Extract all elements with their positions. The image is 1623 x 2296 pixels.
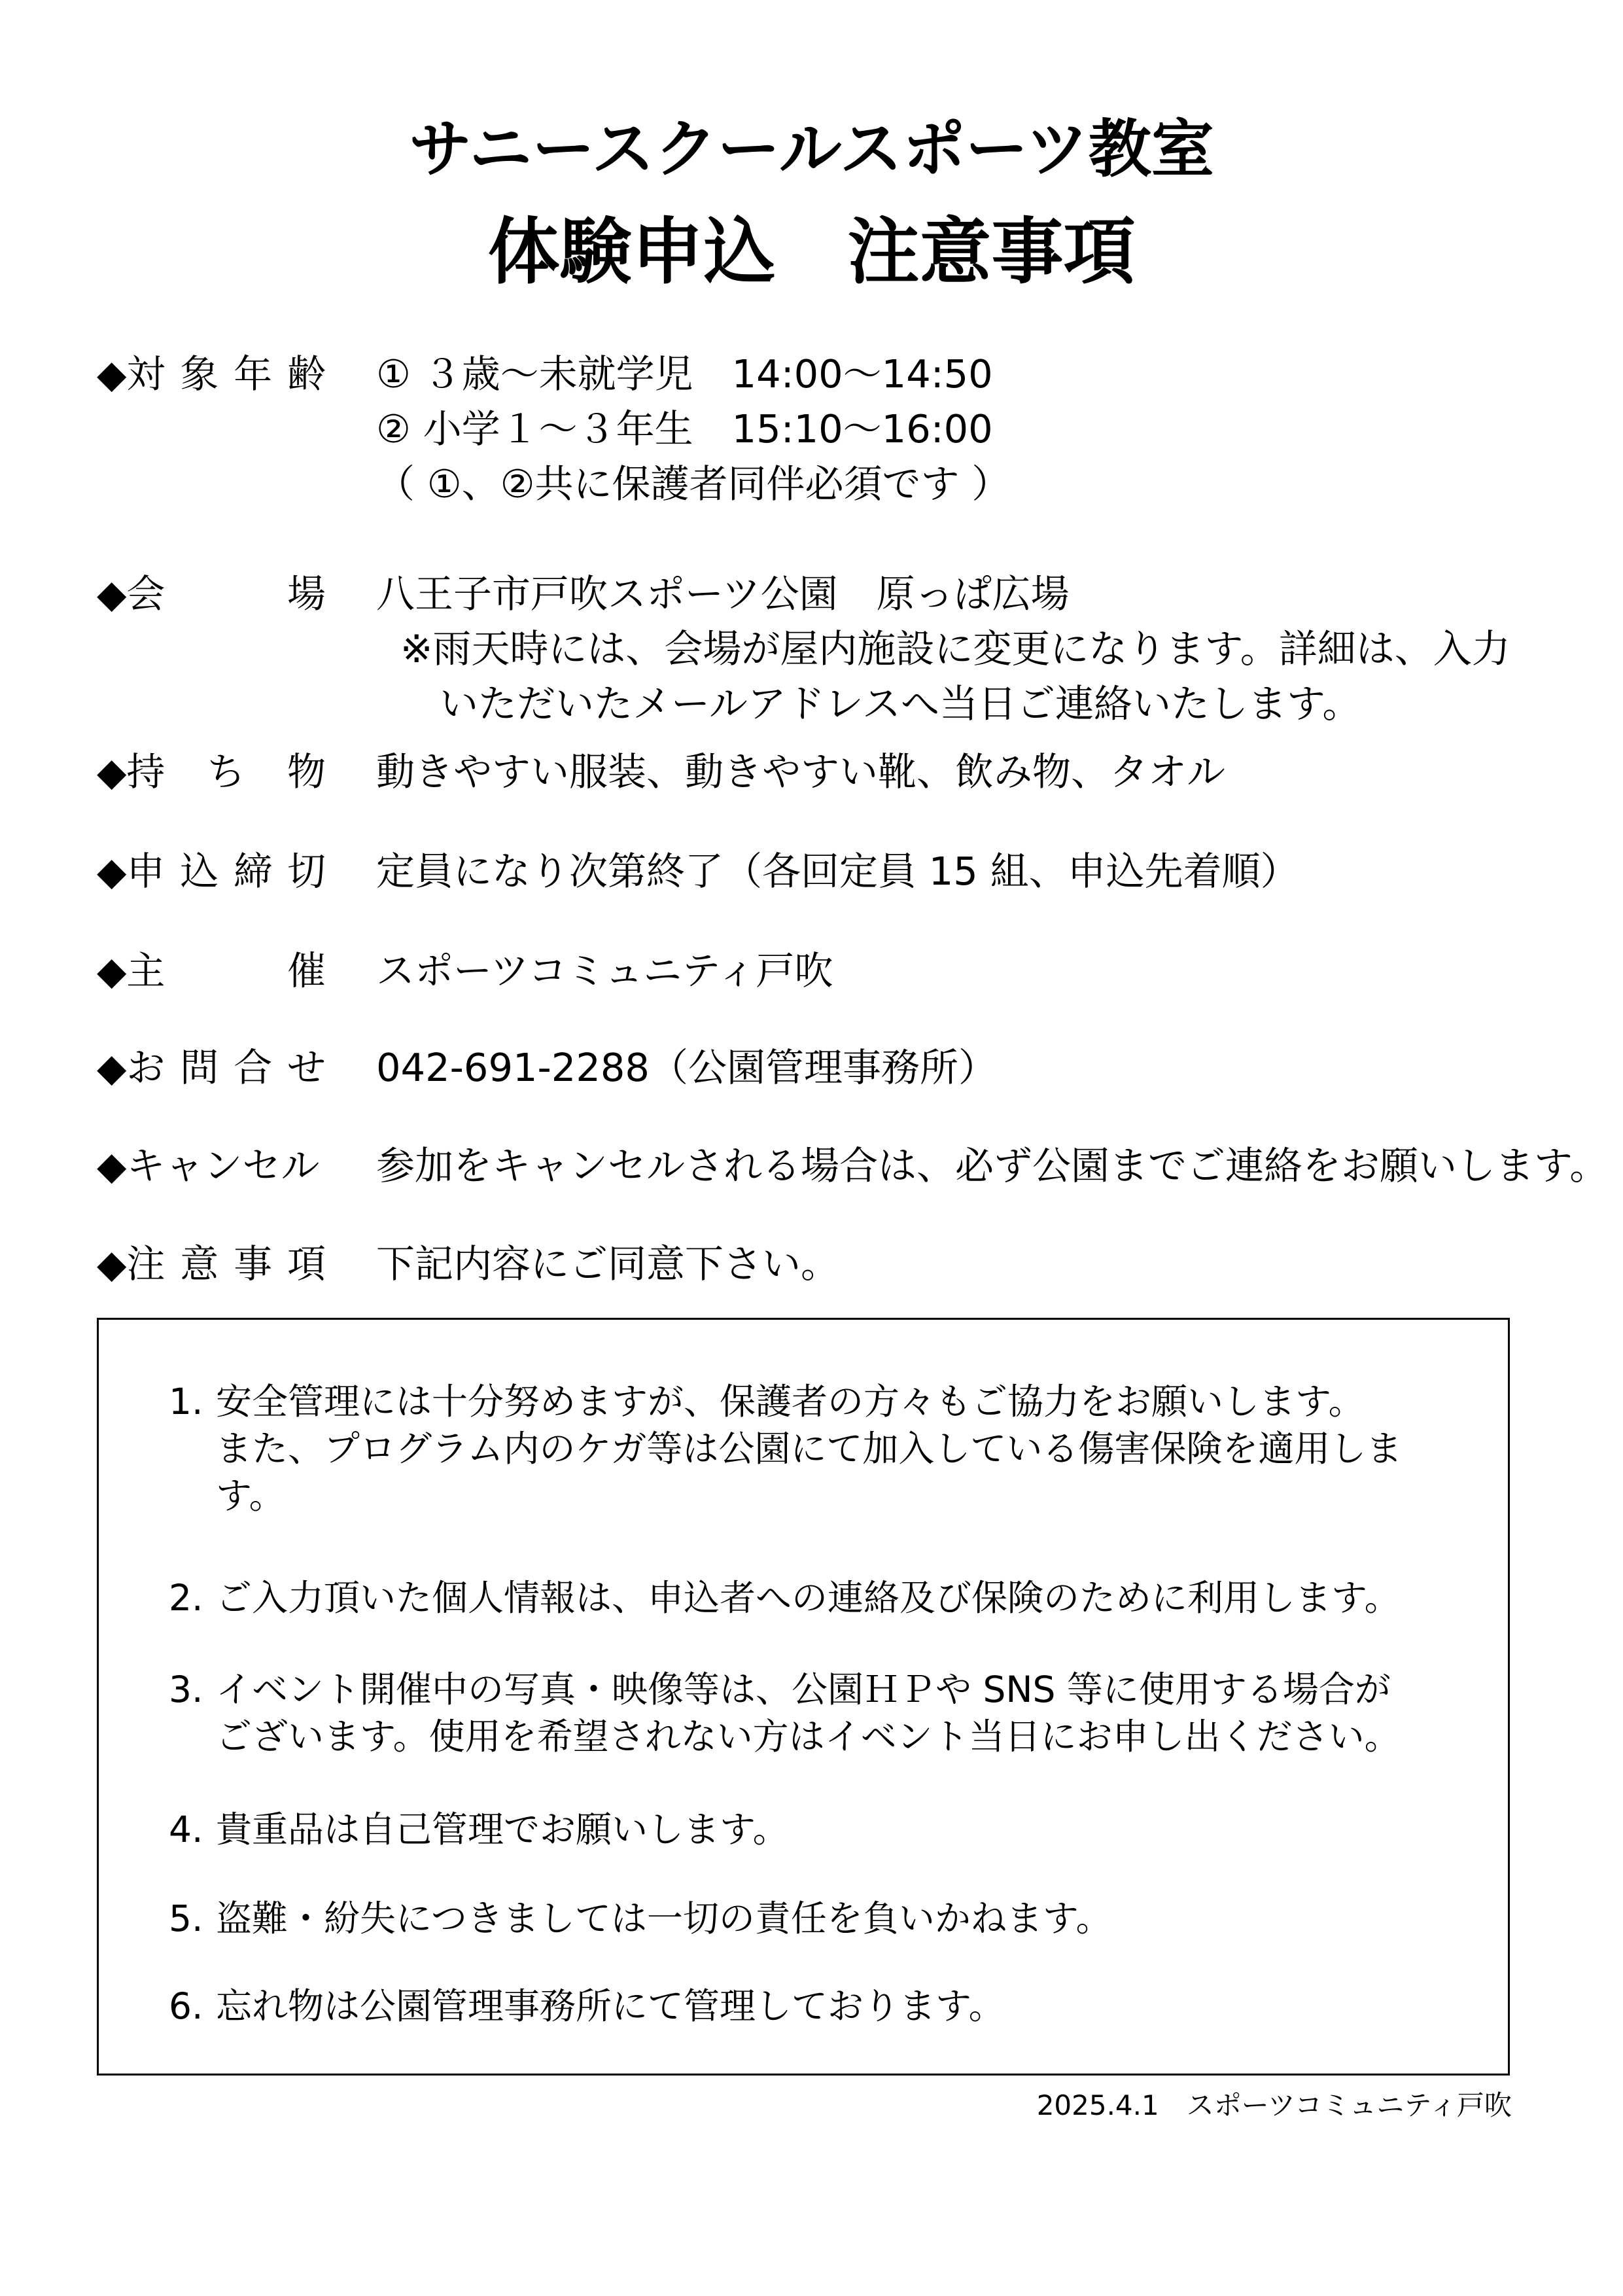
venue-line-1: 八王子市戸吹スポーツ公園 原っぱ広場 (376, 571, 1070, 616)
label-venue: ◆会 場 (97, 571, 326, 616)
venue-line-3: いただいたメールアドレスへ当日ご連絡いたします。 (440, 681, 1361, 726)
footer-date-org: 2025.4.1 スポーツコミュニティ戸吹 (1036, 2089, 1512, 2121)
notice-item-1: 1. 安全管理には十分努めますが、保護者の方々もご協力をお願いします。 また、プログラム内のケガ等は公園にて加入している傷害保険を適用しま す。 (169, 1381, 1403, 1517)
document-title: サニースクールスポーツ教室 (409, 113, 1214, 186)
notice-item-5: 5. 盗難・紛失につきましては一切の責任を負いかねます。 (169, 1898, 1112, 1939)
label-notes: ◆注 意 事 項 (97, 1241, 326, 1286)
age-line-3: （ ①、②共に保護者同伴必須です ） (376, 461, 1011, 506)
label-cancel: ◆キャンセル (97, 1143, 320, 1188)
notice-item-3: 3. イベント開催中の写真・映像等は、公園ＨＰや SNS 等に使用する場合が ございます。使用を希望されない方はイベント当日にお申し出ください。 (169, 1669, 1401, 1757)
notes-value: 下記内容にご同意下さい。 (376, 1241, 840, 1286)
age-line-1: ① ３歳～未就学児 14:00～14:50 (376, 351, 993, 397)
age-line-2: ② 小学１～３年生 15:10～16:00 (376, 406, 993, 451)
venue-line-2: ※雨天時には、会場が屋内施設に変更になります。詳細は、入力 (400, 626, 1510, 671)
cancel-value: 参加をキャンセルされる場合は、必ず公園までご連絡をお願いします。 (376, 1143, 1609, 1188)
label-deadline: ◆申 込 締 切 (97, 849, 326, 894)
deadline-value: 定員になり次第終了（各回定員 15 組、申込先着順） (376, 849, 1299, 894)
host-value: スポーツコミュニティ戸吹 (376, 948, 833, 993)
items-value: 動きやすい服装、動きやすい靴、飲み物、タオル (376, 749, 1226, 794)
label-contact: ◆お 問 合 せ (97, 1045, 326, 1090)
label-items: ◆持 ち 物 (97, 749, 326, 794)
label-host: ◆主 催 (97, 948, 326, 993)
notice-item-2: 2. ご入力頂いた個人情報は、申込者への連絡及び保険のために利用します。 (169, 1577, 1401, 1619)
document-subtitle: 体験申込 注意事項 (487, 210, 1136, 294)
contact-value: 042-691-2288（公園管理事務所） (376, 1045, 997, 1090)
notice-item-6: 6. 忘れ物は公園管理事務所にて管理しております。 (169, 1985, 1005, 2027)
notice-item-4: 4. 貴重品は自己管理でお願いします。 (169, 1809, 789, 1850)
label-age: ◆対 象 年 齢 (97, 351, 326, 397)
